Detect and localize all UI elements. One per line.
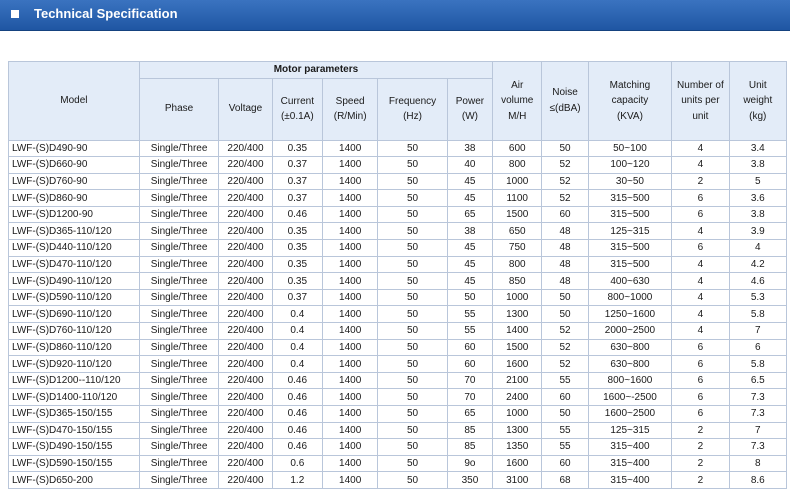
matching-capacity-cell: 1250~1600 xyxy=(588,306,672,323)
current-cell: 0.4 xyxy=(272,323,322,340)
matching-capacity-cell: 100~120 xyxy=(588,157,672,174)
unit-weight-cell: 6.5 xyxy=(729,372,786,389)
voltage-cell: 220/400 xyxy=(219,173,272,190)
units-per-unit-cell: 4 xyxy=(672,289,729,306)
matching-capacity-cell: 125~315 xyxy=(588,422,672,439)
power-cell: 55 xyxy=(447,306,492,323)
voltage-cell: 220/400 xyxy=(219,240,272,257)
phase-cell: Single/Three xyxy=(139,289,219,306)
model-cell: LWF-(S)D365-110/120 xyxy=(9,223,140,240)
model-cell: LWF-(S)D490-110/120 xyxy=(9,273,140,290)
unit-weight-cell: 3.4 xyxy=(729,140,786,157)
speed-cell: 1400 xyxy=(322,240,377,257)
voltage-cell: 220/400 xyxy=(219,356,272,373)
frequency-header: Frequency (Hz) xyxy=(378,78,447,140)
speed-cell: 1400 xyxy=(322,406,377,423)
voltage-cell: 220/400 xyxy=(219,140,272,157)
table-row xyxy=(9,339,787,356)
noise-cell: 60 xyxy=(542,389,588,406)
noise-cell: 55 xyxy=(542,372,588,389)
power-cell: 65 xyxy=(447,406,492,423)
noise-cell: 60 xyxy=(542,206,588,223)
unit-weight-cell: 7.3 xyxy=(729,389,786,406)
table-row xyxy=(9,157,787,174)
speed-cell: 1400 xyxy=(322,173,377,190)
table-row xyxy=(9,356,787,373)
model-cell: LWF-(S)D920-110/120 xyxy=(9,356,140,373)
voltage-cell: 220/400 xyxy=(219,422,272,439)
table-row xyxy=(9,240,787,257)
current-cell: 0.37 xyxy=(272,289,322,306)
table-row xyxy=(9,289,787,306)
phase-cell: Single/Three xyxy=(139,190,219,207)
voltage-cell: 220/400 xyxy=(219,223,272,240)
phase-header: Phase xyxy=(139,78,219,140)
frequency-cell: 50 xyxy=(378,240,447,257)
air-volume-cell: 1600 xyxy=(493,356,542,373)
speed-cell: 1400 xyxy=(322,206,377,223)
phase-cell: Single/Three xyxy=(139,323,219,340)
units-per-unit-cell: 2 xyxy=(672,422,729,439)
table-row xyxy=(9,323,787,340)
matching-capacity-cell: 30~50 xyxy=(588,173,672,190)
units-per-unit-cell: 6 xyxy=(672,406,729,423)
air-volume-cell: 600 xyxy=(493,140,542,157)
voltage-cell: 220/400 xyxy=(219,306,272,323)
table-row xyxy=(9,206,787,223)
frequency-cell: 50 xyxy=(378,389,447,406)
unit-weight-cell: 5.8 xyxy=(729,356,786,373)
unit-weight-cell: 7.3 xyxy=(729,406,786,423)
motor-parameters-header: Motor parameters xyxy=(139,62,492,79)
voltage-cell: 220/400 xyxy=(219,157,272,174)
voltage-cell: 220/400 xyxy=(219,389,272,406)
phase-cell: Single/Three xyxy=(139,206,219,223)
air-volume-header: Air volume M/H xyxy=(493,62,542,141)
matching-capacity-cell: 315~500 xyxy=(588,256,672,273)
noise-cell: 60 xyxy=(542,455,588,472)
voltage-cell: 220/400 xyxy=(219,190,272,207)
phase-cell: Single/Three xyxy=(139,256,219,273)
noise-cell: 50 xyxy=(542,140,588,157)
matching-capacity-cell: 1600~-2500 xyxy=(588,389,672,406)
voltage-cell: 220/400 xyxy=(219,256,272,273)
air-volume-cell: 1000 xyxy=(493,289,542,306)
voltage-cell: 220/400 xyxy=(219,406,272,423)
phase-cell: Single/Three xyxy=(139,406,219,423)
unit-weight-cell: 5.3 xyxy=(729,289,786,306)
current-cell: 0.4 xyxy=(272,356,322,373)
frequency-cell: 50 xyxy=(378,455,447,472)
air-volume-cell: 2100 xyxy=(493,372,542,389)
air-volume-cell: 800 xyxy=(493,256,542,273)
model-cell: LWF-(S)D590-150/155 xyxy=(9,455,140,472)
model-cell: LWF-(S)D860-90 xyxy=(9,190,140,207)
model-cell: LWF-(S)D1400-110/120 xyxy=(9,389,140,406)
matching-capacity-cell: 125~315 xyxy=(588,223,672,240)
model-cell: LWF-(S)D470-150/155 xyxy=(9,422,140,439)
noise-header: Noise ≤(dBA) xyxy=(542,62,588,141)
phase-cell: Single/Three xyxy=(139,173,219,190)
power-cell: 350 xyxy=(447,472,492,489)
matching-capacity-cell: 315~500 xyxy=(588,206,672,223)
air-volume-cell: 850 xyxy=(493,273,542,290)
noise-cell: 48 xyxy=(542,273,588,290)
noise-cell: 48 xyxy=(542,223,588,240)
units-per-unit-cell: 6 xyxy=(672,356,729,373)
matching-capacity-cell: 315~500 xyxy=(588,190,672,207)
frequency-cell: 50 xyxy=(378,372,447,389)
units-per-unit-cell: 2 xyxy=(672,439,729,456)
units-per-unit-cell: 6 xyxy=(672,240,729,257)
air-volume-cell: 1000 xyxy=(493,406,542,423)
model-cell: LWF-(S)D490-90 xyxy=(9,140,140,157)
table-row xyxy=(9,372,787,389)
speed-header: Speed (R/Min) xyxy=(322,78,377,140)
model-cell: LWF-(S)D1200-90 xyxy=(9,206,140,223)
noise-cell: 55 xyxy=(542,439,588,456)
model-cell: LWF-(S)D860-110/120 xyxy=(9,339,140,356)
table-row xyxy=(9,173,787,190)
voltage-cell: 220/400 xyxy=(219,206,272,223)
noise-cell: 50 xyxy=(542,406,588,423)
air-volume-cell: 800 xyxy=(493,157,542,174)
air-volume-cell: 1400 xyxy=(493,323,542,340)
voltage-cell: 220/400 xyxy=(219,339,272,356)
current-cell: 0.35 xyxy=(272,273,322,290)
model-cell: LWF-(S)D590-110/120 xyxy=(9,289,140,306)
frequency-cell: 50 xyxy=(378,206,447,223)
matching-capacity-cell: 800~1000 xyxy=(588,289,672,306)
power-cell: 65 xyxy=(447,206,492,223)
matching-capacity-cell: 630~800 xyxy=(588,339,672,356)
current-header: Current (±0.1A) xyxy=(272,78,322,140)
phase-cell: Single/Three xyxy=(139,356,219,373)
unit-weight-cell: 5 xyxy=(729,173,786,190)
matching-capacity-cell: 2000~2500 xyxy=(588,323,672,340)
table-row xyxy=(9,306,787,323)
voltage-cell: 220/400 xyxy=(219,323,272,340)
model-cell: LWF-(S)D490-150/155 xyxy=(9,439,140,456)
current-cell: 0.35 xyxy=(272,140,322,157)
noise-cell: 52 xyxy=(542,190,588,207)
current-cell: 0.35 xyxy=(272,223,322,240)
speed-cell: 1400 xyxy=(322,140,377,157)
speed-cell: 1400 xyxy=(322,356,377,373)
noise-cell: 52 xyxy=(542,356,588,373)
power-cell: 45 xyxy=(447,256,492,273)
matching-capacity-header: Matching capacity (KVA) xyxy=(588,62,672,141)
voltage-cell: 220/400 xyxy=(219,289,272,306)
noise-cell: 68 xyxy=(542,472,588,489)
units-per-unit-cell: 2 xyxy=(672,173,729,190)
air-volume-cell: 1300 xyxy=(493,422,542,439)
air-volume-cell: 1600 xyxy=(493,455,542,472)
phase-cell: Single/Three xyxy=(139,306,219,323)
unit-weight-cell: 4.2 xyxy=(729,256,786,273)
units-per-unit-cell: 4 xyxy=(672,273,729,290)
current-cell: 0.35 xyxy=(272,240,322,257)
phase-cell: Single/Three xyxy=(139,472,219,489)
current-cell: 0.46 xyxy=(272,206,322,223)
table-row xyxy=(9,455,787,472)
air-volume-cell: 3100 xyxy=(493,472,542,489)
frequency-cell: 50 xyxy=(378,406,447,423)
specification-table-body xyxy=(9,140,787,488)
frequency-cell: 50 xyxy=(378,173,447,190)
power-cell: 50 xyxy=(447,289,492,306)
frequency-cell: 50 xyxy=(378,439,447,456)
unit-weight-cell: 5.8 xyxy=(729,306,786,323)
phase-cell: Single/Three xyxy=(139,455,219,472)
unit-weight-cell: 8 xyxy=(729,455,786,472)
noise-cell: 52 xyxy=(542,157,588,174)
voltage-cell: 220/400 xyxy=(219,439,272,456)
current-cell: 0.46 xyxy=(272,389,322,406)
current-cell: 0.37 xyxy=(272,157,322,174)
power-cell: 85 xyxy=(447,439,492,456)
frequency-cell: 50 xyxy=(378,339,447,356)
model-cell: LWF-(S)D660-90 xyxy=(9,157,140,174)
speed-cell: 1400 xyxy=(322,455,377,472)
unit-weight-cell: 3.9 xyxy=(729,223,786,240)
current-cell: 0.4 xyxy=(272,339,322,356)
current-cell: 0.46 xyxy=(272,422,322,439)
unit-weight-cell: 3.8 xyxy=(729,157,786,174)
matching-capacity-cell: 800~1600 xyxy=(588,372,672,389)
phase-cell: Single/Three xyxy=(139,140,219,157)
matching-capacity-cell: 315~500 xyxy=(588,240,672,257)
phase-cell: Single/Three xyxy=(139,223,219,240)
speed-cell: 1400 xyxy=(322,223,377,240)
power-cell: 40 xyxy=(447,157,492,174)
matching-capacity-cell: 315~400 xyxy=(588,439,672,456)
air-volume-cell: 1000 xyxy=(493,173,542,190)
units-per-unit-cell: 6 xyxy=(672,372,729,389)
matching-capacity-cell: 315~400 xyxy=(588,455,672,472)
noise-cell: 52 xyxy=(542,323,588,340)
air-volume-cell: 650 xyxy=(493,223,542,240)
model-cell: LWF-(S)D650-200 xyxy=(9,472,140,489)
power-cell: 85 xyxy=(447,422,492,439)
model-cell: LWF-(S)D690-110/120 xyxy=(9,306,140,323)
units-per-unit-cell: 6 xyxy=(672,206,729,223)
noise-cell: 48 xyxy=(542,256,588,273)
units-per-unit-cell: 4 xyxy=(672,223,729,240)
air-volume-cell: 750 xyxy=(493,240,542,257)
phase-cell: Single/Three xyxy=(139,157,219,174)
power-cell: 45 xyxy=(447,190,492,207)
model-header: Model xyxy=(9,62,140,141)
unit-weight-cell: 4.6 xyxy=(729,273,786,290)
matching-capacity-cell: 315~400 xyxy=(588,472,672,489)
speed-cell: 1400 xyxy=(322,472,377,489)
model-cell: LWF-(S)D760-90 xyxy=(9,173,140,190)
matching-capacity-cell: 630~800 xyxy=(588,356,672,373)
power-cell: 60 xyxy=(447,356,492,373)
unit-weight-cell: 7 xyxy=(729,422,786,439)
table-row xyxy=(9,256,787,273)
speed-cell: 1400 xyxy=(322,323,377,340)
noise-cell: 50 xyxy=(542,289,588,306)
speed-cell: 1400 xyxy=(322,289,377,306)
frequency-cell: 50 xyxy=(378,472,447,489)
table-row xyxy=(9,406,787,423)
units-per-unit-cell: 6 xyxy=(672,190,729,207)
frequency-cell: 50 xyxy=(378,140,447,157)
noise-cell: 50 xyxy=(542,306,588,323)
current-cell: 0.6 xyxy=(272,455,322,472)
units-per-unit-cell: 6 xyxy=(672,339,729,356)
power-cell: 45 xyxy=(447,273,492,290)
units-per-unit-cell: 4 xyxy=(672,140,729,157)
current-cell: 0.46 xyxy=(272,439,322,456)
voltage-cell: 220/400 xyxy=(219,455,272,472)
noise-cell: 52 xyxy=(542,339,588,356)
unit-weight-cell: 7.3 xyxy=(729,439,786,456)
air-volume-cell: 1500 xyxy=(493,339,542,356)
frequency-cell: 50 xyxy=(378,306,447,323)
model-cell: LWF-(S)D1200--110/120 xyxy=(9,372,140,389)
voltage-cell: 220/400 xyxy=(219,273,272,290)
frequency-cell: 50 xyxy=(378,323,447,340)
table-row xyxy=(9,140,787,157)
phase-cell: Single/Three xyxy=(139,439,219,456)
frequency-cell: 50 xyxy=(378,223,447,240)
table-row xyxy=(9,422,787,439)
frequency-cell: 50 xyxy=(378,422,447,439)
noise-cell: 55 xyxy=(542,422,588,439)
unit-weight-cell: 3.8 xyxy=(729,206,786,223)
frequency-cell: 50 xyxy=(378,273,447,290)
air-volume-cell: 1300 xyxy=(493,306,542,323)
matching-capacity-cell: 400~630 xyxy=(588,273,672,290)
air-volume-cell: 1500 xyxy=(493,206,542,223)
current-cell: 1.2 xyxy=(272,472,322,489)
units-per-unit-cell: 2 xyxy=(672,472,729,489)
specification-table xyxy=(8,61,787,489)
current-cell: 0.37 xyxy=(272,190,322,207)
table-row xyxy=(9,273,787,290)
power-cell: 60 xyxy=(447,339,492,356)
table-row xyxy=(9,472,787,489)
speed-cell: 1400 xyxy=(322,439,377,456)
frequency-cell: 50 xyxy=(378,289,447,306)
air-volume-cell: 1100 xyxy=(493,190,542,207)
matching-capacity-cell: 1600~2500 xyxy=(588,406,672,423)
current-cell: 0.35 xyxy=(272,256,322,273)
power-cell: 55 xyxy=(447,323,492,340)
power-header: Power (W) xyxy=(447,78,492,140)
square-bullet-icon xyxy=(11,10,19,18)
noise-cell: 48 xyxy=(542,240,588,257)
phase-cell: Single/Three xyxy=(139,389,219,406)
current-cell: 0.37 xyxy=(272,173,322,190)
power-cell: 45 xyxy=(447,173,492,190)
power-cell: 45 xyxy=(447,240,492,257)
air-volume-cell: 2400 xyxy=(493,389,542,406)
power-cell: 70 xyxy=(447,389,492,406)
voltage-cell: 220/400 xyxy=(219,472,272,489)
phase-cell: Single/Three xyxy=(139,339,219,356)
speed-cell: 1400 xyxy=(322,256,377,273)
frequency-cell: 50 xyxy=(378,256,447,273)
phase-cell: Single/Three xyxy=(139,422,219,439)
model-cell: LWF-(S)D440-110/120 xyxy=(9,240,140,257)
units-per-unit-cell: 4 xyxy=(672,323,729,340)
model-cell: LWF-(S)D470-110/120 xyxy=(9,256,140,273)
speed-cell: 1400 xyxy=(322,372,377,389)
units-per-unit-cell: 4 xyxy=(672,306,729,323)
voltage-cell: 220/400 xyxy=(219,372,272,389)
model-cell: LWF-(S)D365-150/155 xyxy=(9,406,140,423)
table-row xyxy=(9,389,787,406)
matching-capacity-cell: 50~100 xyxy=(588,140,672,157)
table-row xyxy=(9,190,787,207)
speed-cell: 1400 xyxy=(322,273,377,290)
phase-cell: Single/Three xyxy=(139,240,219,257)
frequency-cell: 50 xyxy=(378,157,447,174)
model-cell: LWF-(S)D760-110/120 xyxy=(9,323,140,340)
frequency-cell: 50 xyxy=(378,190,447,207)
current-cell: 0.4 xyxy=(272,306,322,323)
units-per-unit-cell: 6 xyxy=(672,389,729,406)
units-per-unit-cell: 4 xyxy=(672,157,729,174)
section-title: Technical Specification xyxy=(34,6,178,21)
power-cell: 70 xyxy=(447,372,492,389)
power-cell: 38 xyxy=(447,223,492,240)
phase-cell: Single/Three xyxy=(139,372,219,389)
speed-cell: 1400 xyxy=(322,157,377,174)
current-cell: 0.46 xyxy=(272,372,322,389)
speed-cell: 1400 xyxy=(322,389,377,406)
power-cell: 38 xyxy=(447,140,492,157)
unit-weight-cell: 6 xyxy=(729,339,786,356)
table-row xyxy=(9,439,787,456)
air-volume-cell: 1350 xyxy=(493,439,542,456)
units-per-unit-cell: 2 xyxy=(672,455,729,472)
unit-weight-cell: 8.6 xyxy=(729,472,786,489)
units-per-unit-cell: 4 xyxy=(672,256,729,273)
unit-weight-cell: 4 xyxy=(729,240,786,257)
table-row xyxy=(9,223,787,240)
power-cell: 9o xyxy=(447,455,492,472)
noise-cell: 52 xyxy=(542,173,588,190)
speed-cell: 1400 xyxy=(322,339,377,356)
speed-cell: 1400 xyxy=(322,422,377,439)
unit-weight-header: Unit weight (kg) xyxy=(729,62,786,141)
speed-cell: 1400 xyxy=(322,190,377,207)
speed-cell: 1400 xyxy=(322,306,377,323)
voltage-header: Voltage xyxy=(219,78,272,140)
current-cell: 0.46 xyxy=(272,406,322,423)
units-per-unit-header: Number of units per unit xyxy=(672,62,729,141)
phase-cell: Single/Three xyxy=(139,273,219,290)
section-header-banner xyxy=(0,0,790,31)
frequency-cell: 50 xyxy=(378,356,447,373)
unit-weight-cell: 3.6 xyxy=(729,190,786,207)
unit-weight-cell: 7 xyxy=(729,323,786,340)
